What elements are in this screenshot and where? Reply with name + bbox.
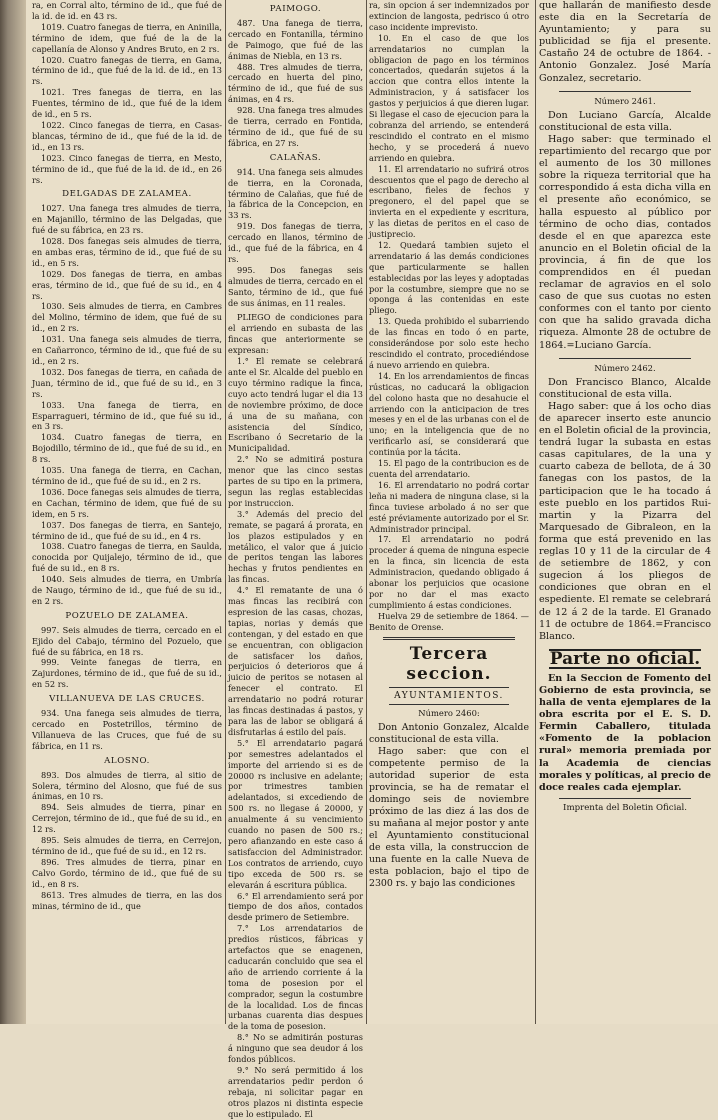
notice-body: que hallarán de manifiesto desde este dia en la Secretaría de Ayuntamiento; y para su publicidad se fija el presente. Castaño 24 de octubre de 1864. -Antonio Gonzalez. José María Gonzalez, secretario. <box>539 0 711 84</box>
list-item: 1032. Dos fanegas de tierra, en cañada de Juan, término de id., que fué de su id., en 3 rs. <box>32 366 222 399</box>
list-item: 1022. Cinco fanegas de tierra, en Casas-blancas, término de id., que fué de la id. de id., en 13 rs. <box>32 119 222 152</box>
list-item: 487. Una fanega de tierra, cercado en Fontanilla, término de Paimogo, que fué de las ánimas de Niebla, en 13 rs. <box>228 17 363 61</box>
list-item: 893. Dos almudes de tierra, al sitio de Solera, término del Alosno, que fué de sus ánimas, en 10 rs. <box>32 769 222 802</box>
notice-number: Número 2462. <box>594 362 656 373</box>
list-item: 1027. Una fanega tres almudes de tierra, en Majanillo, término de las Delgadas, que fué de su fábrica, en 23 rs. <box>32 203 222 236</box>
condition-item: 1.° El remate se celebrará ante el Sr. Alcalde del pueblo en cuyo término radique la finca, cuyo acto tendrá lugar el dia 13 de noviembre próximo, de doce á una de su mañana, con asistencia del Síndico, Escribano ó Secretario de la Municipalidad. <box>228 356 363 454</box>
list-item: 999. Veinte fanegas de tierra, en Zajurdones, término de id., que fué de su id., en 52 rs. <box>32 657 222 690</box>
condition-item: 12. Quedará tambien sujeto el arrendatario á las demás condiciones que particularmente se hallen establecidas por las leyes y adoptadas por la costumbre, siempre que no se oponga á las contenidas en este pliego. <box>369 239 529 316</box>
list-item: 1040. Seis almudes de tierra, en Umbría de Naugo, término de id., que fué de su id., en 2 rs. <box>32 574 222 606</box>
divider <box>389 704 509 705</box>
printer-footer: Imprenta del Boletin Oficial. <box>563 802 687 813</box>
notice-number: Número 2460: <box>418 708 480 719</box>
section-subtitle: AYUNTAMIENTOS. <box>394 690 504 701</box>
list-item: 1035. Una fanega de tierra, en Cachan, término de id., que fué de su id., en 2 rs. <box>32 465 222 486</box>
condition-item: 16. El arrendatario no podrá cortar leña ni madera de ninguna clase, si la finca tuviese arbolado á no ser que esté préviamente autorizado por el Sr. Administrador principal. <box>369 479 529 534</box>
condition-item: 13. Queda prohibido el subarriendo de las fincas en todo ó en parte, considerándose por solo este hecho rescindido el contrato, procediéndose á nuevo arriendo en quiebra. <box>369 316 529 370</box>
list-item: 1030. Seis almudes de tierra, en Cambres del Molino, término de idem, que fué de su id., en 2 rs. <box>32 301 222 334</box>
column-4 <box>539 0 711 1024</box>
section-heading: POZUELO DE ZALAMEA. <box>65 610 189 621</box>
list-item: 1029. Dos fanegas de tierra, en ambas eras, término de id., que fué de su id., en 4 rs. <box>32 268 222 301</box>
list-item: 928. Una fanega tres almudes de tierra, cerrado en Fontida, término de id., que fué de su fábrica, en 27 rs. <box>228 105 363 148</box>
list-item: 1037. Dos fanegas de tierra, en Santejo, término de id., que fué de su id., en 4 rs. <box>32 519 222 541</box>
list-item: 894. Seis almudes de tierra, pinar en Cerrejon, término de id., que fué de su id., en 12 rs. <box>32 802 222 835</box>
condition-item: 3.° Además del precio del remate, se pagará á prorata, en los plazos estipulados y en metálico, el valor que á juicio de peritos tengan las labores hechas y frutos pendientes en las fincas. <box>228 508 363 585</box>
condition-item: 5.° El arrendatario pagará por semestres adelantados el importe del arriendo si es de 20000 rs inclusive en adelante; por trimestres tambien adelantados, si excediendo de 500 rs. no llegase á 20000, y anualmente á su vencimiento cuando no pasen de 500 rs.; pero afianzando en este caso á satisfaccion del Administrador. Los contratos de arriendo, cuyo tipo exceda de 500 rs. se elevarán á escritura pública. <box>228 737 363 890</box>
list-item: 1036. Doce fanegas seis almudes de tierra, en Cachan, término de idem, que fué de su idem, en 5 rs. <box>32 486 222 519</box>
notice-heading: Don Francisco Blanco, Alcalde constitucional de esta villa. <box>539 376 711 400</box>
list-item: 8613. Tres almudes de tierra, en las dos minas, término de id., que <box>32 889 222 911</box>
section-title: Tercera seccion. <box>406 643 492 684</box>
column-2 <box>228 0 363 1119</box>
condition-item: 6.° El arrendamiento será por tiempo de dos años, contados desde primero de Setiembre. <box>228 890 363 923</box>
list-item: 1021. Tres fanegas de tierra, en las Fuentes, término de id., que fué de la idem de id., en 5 rs. <box>32 87 222 120</box>
list-item: 997. Seis almudes de tierra, cercado en el Ejido del Cabajo, término del Pozuelo, que fué de su fábrica, en 18 rs. <box>32 624 222 657</box>
notice-body: Hago saber: que terminado el repartimiento del recargo que por el aumento de los 30 millones sobre la riqueza territorial que ha correspondido á esta dicha villa en el presente año económico, se halla espuesto al público por término de ocho dias, contados desde el en que aparezca este anuncio en el Boletin oficial de la provincia, á fin de que los comprendidos en él puedan reclamar de agravios en el solo caso de que sus cuotas no esten conformes con el tanto por ciento con que ha salido gravada dicha riqueza. Almonte 28 de octubre de 1864.=Luciano García. <box>539 133 711 351</box>
list-item: 1028. Dos fanegas seis almudes de tierra, en ambas eras, término de id., que fué de su id., en 5 rs. <box>32 236 222 268</box>
list-item: 895. Seis almudes de tierra, en Cerrejon, término de id., que fué de su id., en 12 rs. <box>32 835 222 856</box>
condition-item: 7.° Los arrendatarios de predios rústicos, fábricas y artefactos que se enagenen, caducarán concluido que sea el año de arriendo corriente á la toma de posesion por el comprador, segun la costumbre de la localidad. Los de fincas urbanas cuarenta dias despues de la toma de posesion. <box>228 923 363 1032</box>
divider <box>559 358 691 359</box>
divider <box>559 798 691 799</box>
divider <box>383 637 515 640</box>
list-item: 488. Tres almudes de tierra, cercado en huerta del pino, término de id., que fué de sus ánimas, en 4 rs. <box>228 61 363 105</box>
condition-item: 11. El arrendatario no sufrirá otros descuentos que el pago de derecho al escribano, fieles de fechos y pregonero, el del papel que se invierta en el expediente y escritura, y las dietas de peritos en el caso de justiprecio. <box>369 163 529 240</box>
section-title: Parte no oficial. <box>549 648 701 669</box>
binding-edge <box>0 0 26 1024</box>
section-heading: ALOSNO. <box>104 755 150 766</box>
list-item: 1023. Cinco fanegas de tierra, en Mesto, término de id., que fué de la id. de id., en 26 rs. <box>32 152 222 185</box>
list-item: 1019. Cuatro fanegas de tierra, en Aninilla, término de idem, que fué de la de la capellanía de Alonso y Andres Bruto, en 2 rs. <box>32 21 222 54</box>
list-item: 1033. Una fanega de tierra, en Esparragueri, término de id., que fué su id., en 3 rs. <box>32 399 222 432</box>
column-3 <box>369 0 529 1024</box>
list-item: 1038. Cuatro fanegas de tierra, en Saulda, conocida por Quijalejo, término de id., que fué de su id., en 8 rs. <box>32 541 222 574</box>
condition-item: 9.° No será permitido á los arrendatarios pedir perdon ó rebaja, ni solicitar pagar en otros plazos ni distinta especie que lo estipulado. El <box>228 1065 363 1119</box>
section-heading: PAIMOGO. <box>269 4 322 14</box>
list-item: 919. Dos fanegas de tierra, cercado en llanos, término de id., que fué de la fábrica, en 4 rs. <box>228 221 363 264</box>
signature-line: Huelva 29 de setiembre de 1864. —Benito de Orense. <box>369 610 529 632</box>
notice-body: Hago saber: que con el competente permiso de la autoridad superior de esta provincia, se ha de rematar el domingo seis de noviembre próximo de las diez á las dos de su mañana al mejor postor y ante el Ayuntamiento constitucional de esta villa, la construccion de una fuente en la calle Nueva de esta poblacion, bajo el tipo de 2300 rs. y bajo las condiciones <box>369 746 529 890</box>
notice-body: Hago saber: que á los ocho dias de aparecer inserto este anuncio en el Boletin oficial de la provincia, tendrá lugar la subasta en estas casas capitulares, de la una y cuarto cabeza de bellota, de á 30 fanegas con los pastos, de la participacion que le ha tocado á este pueblo en los partidos Rui-martin y la Pizarra del Marquesado de Gibraleon, en la forma que está prevenido en las reglas 10 y 11 de la circular de 4 de setiembre de 1862, y con sugecion á los pliegos de condiciones que obran en el espediente. El remate se celebrará de 12 á 2 de la tarde. El Granado 11 de octubre de 1864.=Francisco Blanco. <box>539 400 711 642</box>
column-1 <box>32 0 222 1024</box>
condition-item: ra, sin opcion á ser indemnizados por extincion de langosta, pedrisco ú otro caso incidente imprevisto. <box>369 0 529 32</box>
notice-heading: Don Luciano García, Alcalde constitucional de esta villa. <box>539 109 711 133</box>
divider <box>559 91 691 92</box>
condition-item: 4.° El rematante de una ó mas fincas las recibirá con espresion de las casas, chozas, tapias, norias y demás que contengan, y del estado en que se encuentran, con obligacion de satisfacer los daños, perjuicios ó deterioros que á juicio de peritos se notasen al fenecer el contrato. El arrendatario no podrá roturar las fincas destinadas á pastos, y para las de labor se obligará á disfrutarlas á estilo del país. <box>228 585 363 737</box>
section-heading: CALAÑAS. <box>269 152 322 163</box>
condition-item: 2.° No se admitirá postura menor que las cinco sestas partes de su tipo en la primera, segun las reglas establecidas por instruccion. <box>228 454 363 508</box>
list-item: ra, en Corral alto, término de id., que fué de la id. de id. en 43 rs. <box>32 0 222 21</box>
conditions-intro: PLIEGO de condiciones para el arriendo en subasta de las fincas que anteriormente se expresan: <box>228 312 363 356</box>
condition-item: 14. En los arrendamientos de fincas rústicas, no caducará la obligacion del colono hasta que no desahucie el arriendo con la anticipacion de tres meses y en el de las urbanas con el de uno; en la inteligencia que de no verificarlo así, se considerará que continúa por la tácita. <box>369 370 529 458</box>
column-divider <box>535 0 536 1024</box>
section-heading: VILLANUEVA DE LAS CRUCES. <box>49 694 205 705</box>
list-item: 1034. Cuatro fanegas de tierra, en Bojodillo, término de id., que fué de su id., en 8 rs. <box>32 432 222 465</box>
notice-number: Número 2461. <box>594 95 656 106</box>
condition-item: 10. En el caso de que los arrendatarios no cumplan la obligacion de pago en los términos concertados, quedarán sujetos á la accion que contra ellos intente la Administracion, y á satisfacer los gastos y perjuicios á que dieren lugar. Si llegase el caso de ejecucion para la cobranza del arriendo, se entenderá rescindido el contrato en el mismo hecho, y se procederá á nuevo arriendo en quiebra. <box>369 32 529 163</box>
condition-item: 8.° No se admitirán posturas á ninguno que sea deudor á los fondos públicos. <box>228 1032 363 1065</box>
list-item: 896. Tres almudes de tierra, pinar en Calvo Gordo, término de id., que fué de su id., en 8 rs. <box>32 856 222 889</box>
list-item: 934. Una fanega seis almudes de tierra, cercado en Postetrillos, término de Villanueva de las Cruces, que fué de su fábrica, en 11 rs. <box>32 708 222 751</box>
list-item: 1031. Una fanega seis almudes de tierra, en Cañarronco, término de id., que fué de su id., en 2 rs. <box>32 334 222 366</box>
condition-item: 17. El arrendatario no podrá proceder á quema de ninguna especie en la finca, sin licencia de esta Administracion, quedando obligado á abonar los perjuicios que ocasione por no dar el mas exacto cumplimiento á estas condiciones. <box>369 534 529 610</box>
column-divider <box>225 0 226 1024</box>
condition-item: 15. El pago de la contribucion es de cuenta del arrendatario. <box>369 458 529 479</box>
section-heading: DELGADAS DE ZALAMEA. <box>62 189 192 200</box>
column-divider <box>366 0 367 1024</box>
list-item: 914. Una fanega seis almudes de tierra, en la Coronada, término de Calañas, que fué de la fábrica de la Concepcion, en 33 rs. <box>228 166 363 221</box>
divider <box>389 687 509 688</box>
notice-heading: Don Antonio Gonzalez, Alcalde constitucional de esta villa. <box>369 722 529 746</box>
notice-body: En la Seccion de Fomento del Gobierno de esta provincia, se halla de venta ejemplares de la obra escrita por el E. S. D. Fermin Caballero, titulada «Fomento de la poblacion rural» memoria premiada por la Academia de ciencias morales y políticas, al precio de doce reales cada ejemplar. <box>539 672 711 793</box>
list-item: 995. Dos fanegas seis almudes de tierra, cercado en el Santo, término de id., que fué de sus ánimas, en 11 reales. <box>228 264 363 308</box>
list-item: 1020. Cuatro fanegas de tierra, en Gama, término de id., que fué de la id. de id., en 13 rs. <box>32 54 222 87</box>
